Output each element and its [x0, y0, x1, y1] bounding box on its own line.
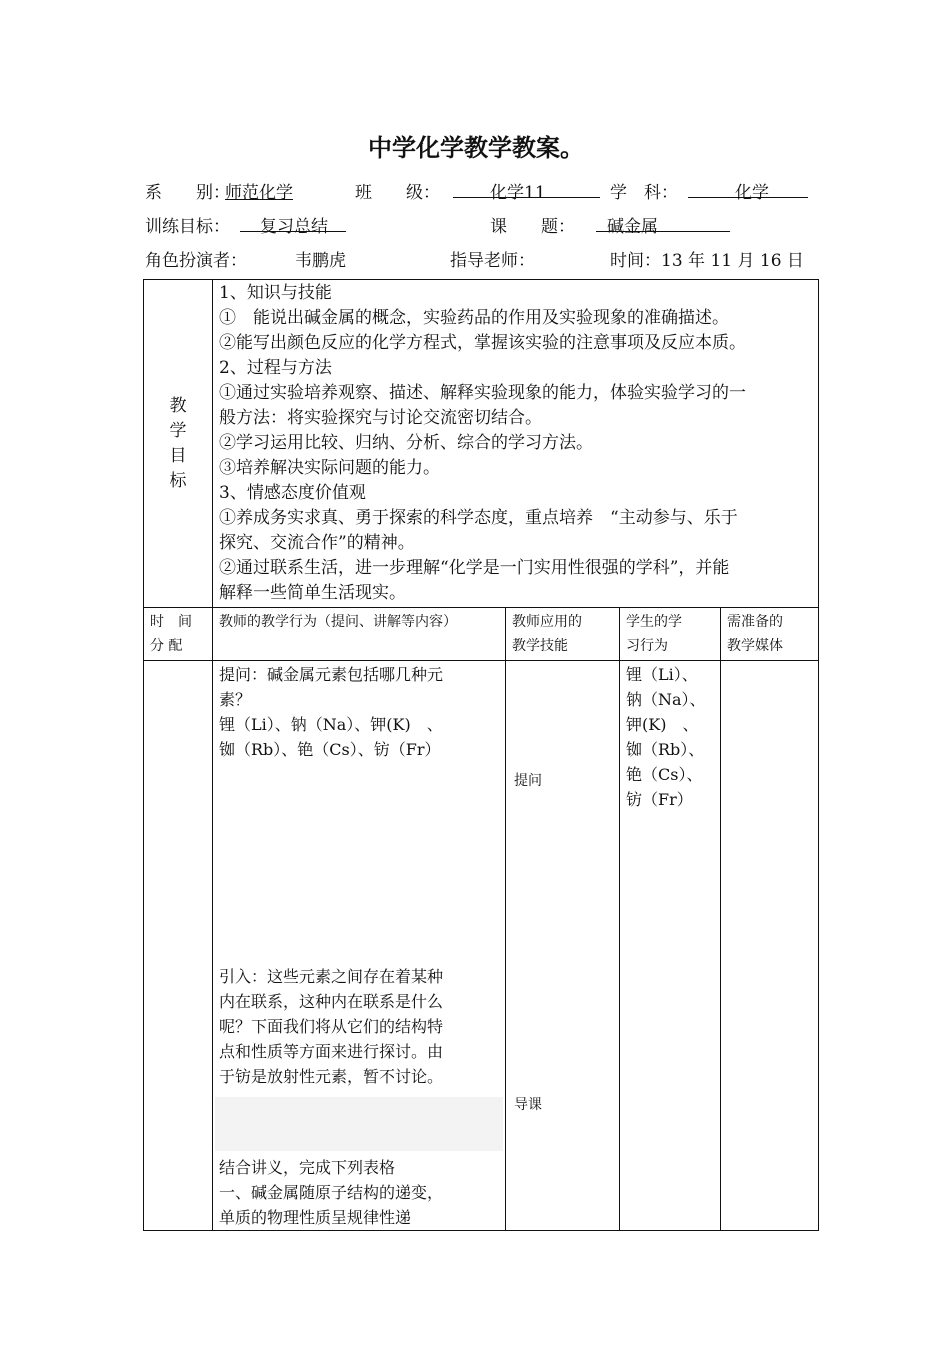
header-student-line: 学生的学: [626, 614, 682, 630]
objectives-label-char: 目: [169, 445, 187, 466]
objective-line: ②通过联系生活，进一步理解“化学是一门实用性很强的学科”，并能: [219, 558, 730, 578]
objectives-label-char: 学: [169, 420, 187, 441]
header-row: [144, 608, 819, 661]
subject-value: 化学: [735, 183, 769, 203]
header-time-line: 时 间: [150, 614, 192, 630]
objective-line: 探究、交流合作”的精神。: [219, 533, 415, 553]
topic-label: 课 题：: [490, 217, 575, 237]
header-time-line: 分 配: [150, 638, 183, 654]
header-media: [721, 608, 819, 661]
objective-line: ① 能说出碱金属的概念，实验药品的作用及实验现象的准确描述。: [219, 308, 729, 328]
teacher-behavior-cell: [213, 661, 506, 1231]
class-label: 班 级：: [355, 183, 440, 203]
objective-line: ②能写出颜色反应的化学方程式，掌握该实验的注意事项及反应本质。: [219, 333, 746, 353]
objectives-label-char: 标: [169, 470, 187, 491]
objective-line: 3、情感态度价值观: [219, 483, 366, 503]
header-skill-line: 教学技能: [512, 638, 568, 654]
class-underline: [453, 197, 600, 198]
teacher-text-line: 于钫是放射性元素，暂不讨论。: [219, 1067, 444, 1086]
shaded-blank-area: [215, 1097, 503, 1151]
role-label: 角色扮演者：: [145, 251, 247, 271]
time-allocation-cell: [144, 661, 213, 1231]
header-skill-line: 教师应用的: [512, 614, 582, 630]
teacher-text-line: 提问：碱金属元素包括哪几种元: [219, 665, 444, 684]
teacher-text-line: 一、碱金属随原子结构的递变，: [219, 1183, 444, 1202]
objectives-row: [144, 280, 819, 608]
role-value: 韦鹏虎: [295, 251, 346, 271]
goal-underline: [240, 231, 346, 232]
goal-label: 训练目标：: [145, 217, 230, 237]
time-label: 时间：13 年 11 月 16 日: [610, 251, 804, 271]
student-text-line: 铯（Cs）、: [626, 765, 703, 784]
teacher-skill-cell: [506, 661, 620, 1231]
teacher-text-line: 锂（Li）、钠（Na）、钾(K) 、: [219, 715, 443, 734]
subject-label: 学 科：: [610, 183, 678, 203]
objective-line: 1、知识与技能: [219, 283, 332, 303]
topic-underline: [596, 231, 730, 232]
objective-line: 般方法：将实验探究与讨论交流密切结合。: [219, 408, 542, 428]
header-teacher-skill: [506, 608, 620, 661]
header-teacher-behavior: 教师的教学行为（提问、讲解等内容）: [213, 608, 506, 661]
department-value: 师范化学: [225, 183, 293, 203]
objective-line: ①养成务实求真、勇于探索的科学态度，重点培养 “主动参与、乐于: [219, 508, 738, 528]
goal-value: 复习总结: [260, 217, 328, 237]
subject-underline: [688, 197, 808, 198]
objectives-label-cell: [144, 280, 213, 608]
objective-line: ②学习运用比较、归纳、分析、综合的学习方法。: [219, 433, 593, 453]
teacher-text-line: 呢？下面我们将从它们的结构特: [219, 1017, 444, 1036]
student-text-line: 锂（Li）、: [626, 665, 698, 684]
objective-line: 解释一些简单生活现实。: [219, 583, 406, 603]
teacher-intro-block: [219, 964, 499, 1089]
header-time: [144, 608, 213, 661]
objective-line: 2、过程与方法: [219, 358, 332, 378]
teacher-text-line: 结合讲义，完成下列表格: [219, 1158, 396, 1177]
topic-value: 碱金属: [607, 217, 658, 237]
teacher-text-line: 内在联系，这种内在联系是什么: [219, 992, 444, 1011]
media-cell: [721, 661, 819, 1231]
lesson-plan-table: [143, 279, 819, 1231]
body-row: [144, 661, 819, 1231]
teacher-text-line: 铷（Rb）、铯（Cs）、钫（Fr）: [219, 740, 441, 759]
objective-line: ③培养解决实际问题的能力。: [219, 458, 440, 478]
student-text-line: 钾(K) 、: [626, 715, 699, 734]
header-student-line: 习行为: [626, 638, 668, 654]
skill-question: 提问: [514, 773, 542, 789]
objectives-content: [213, 280, 819, 608]
teacher-text-line: 单质的物理性质呈规律性递: [219, 1208, 412, 1227]
teacher-task-block: [219, 1155, 499, 1230]
teacher-text-line: 素？: [219, 690, 252, 709]
teacher-question-block: [219, 662, 499, 762]
page-title: 中学化学教学教案。: [368, 134, 584, 162]
header-student-behavior: [620, 608, 721, 661]
advisor-label: 指导老师：: [450, 251, 535, 271]
student-text-line: 钠（Na）、: [626, 690, 706, 709]
objectives-label-char: 教: [169, 395, 187, 416]
student-text-line: 铷（Rb）、: [626, 740, 705, 759]
objective-line: ①通过实验培养观察、描述、解释实验现象的能力，体验实验学习的一: [219, 383, 746, 403]
student-text-line: 钫（Fr）: [626, 790, 693, 809]
skill-lead-in: 导课: [514, 1097, 542, 1113]
teacher-text-line: 引入：这些元素之间存在着某种: [219, 967, 444, 986]
department-label: 系 别：: [145, 183, 230, 203]
student-behavior-cell: [620, 661, 721, 1231]
header-media-line: 教学媒体: [727, 638, 783, 654]
header-media-line: 需准备的: [727, 614, 783, 630]
class-value: 化学11: [490, 183, 546, 203]
teacher-text-line: 点和性质等方面来进行探讨。由: [219, 1042, 444, 1061]
